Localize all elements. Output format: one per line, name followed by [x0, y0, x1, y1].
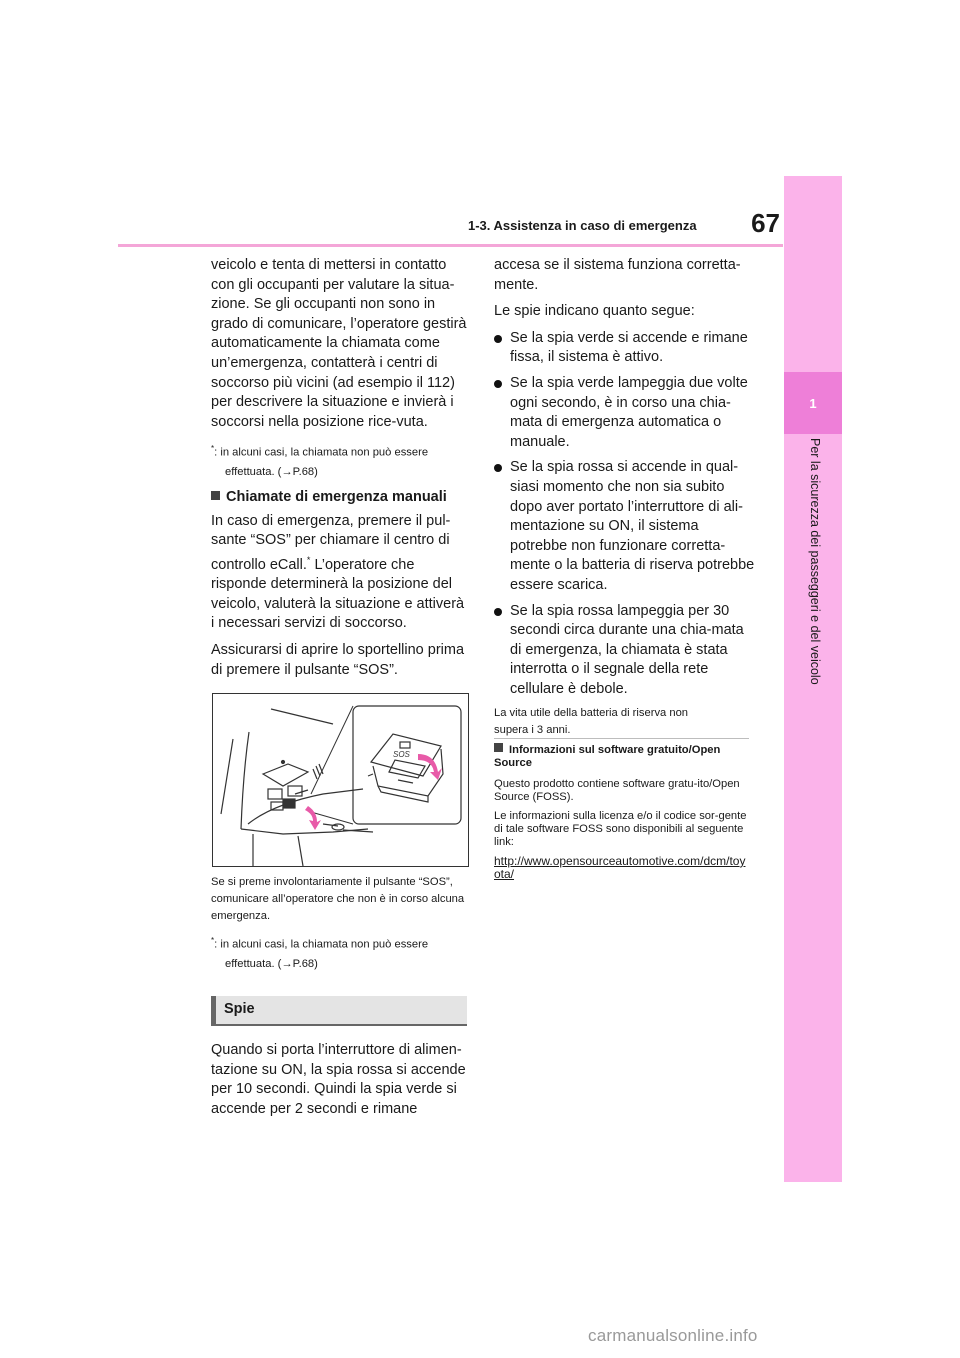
overhead-console-illustration [213, 694, 468, 866]
foss-link[interactable]: http://www.opensourceautomotive.com/dcm/toyota/ [494, 853, 746, 882]
figure-caption: Se si preme involontariamente il pulsante “SOS”, comunicare all’operatore che non è in corso alcuna emergenza. [211, 876, 465, 922]
spie-section [211, 1041, 471, 1126]
header-rule [118, 244, 783, 247]
spie-heading-box [211, 996, 467, 1026]
heading-accent-bar [211, 996, 216, 1024]
info-heading: Informazioni sul software gratuito/Open Source [494, 744, 721, 770]
section-title: 1-3. Assistenza in caso di emergenza [468, 218, 697, 233]
manual-paragraph-2: Assicurarsi di aprire lo sportellino prima di premere il pulsante “SOS”. [211, 642, 465, 678]
info-paragraph-2: Le informazioni sulla licenza e/o il codice sor-gente di tale software FOSS sono disponibili al seguente link: [494, 809, 747, 849]
intro-paragraph: veicolo e tenta di mettersi in contatto con gli occupanti per valutare la situa-zione. Se gli occupanti non sono in grado di comunicare, l’operatore gestirà automaticamente la chiamata come un’emergenza, contatterà i centri di soccorso più vicini (ad esempio il 112) per descrivere la situazione e invierà i soccorsi nella posizione rice-vuta. [211, 257, 467, 430]
spie-paragraph: Quando si porta l’interruttore di alimen-tazione su ON, la spia rossa si accende per 10 secondi. Quindi la spia verde si accende per 2 secondi e rimane [211, 1042, 466, 1117]
left-column [211, 256, 471, 687]
list-item: Se la spia rossa lampeggia per 30 secondi circa durante una chia-mata di emergenza, la chiamata è stata interrotta o il segnale della rete cellulare è debole. [494, 602, 756, 700]
watermark: carmanualsonline.info [588, 1326, 758, 1345]
col2-paragraph-1: accesa se il sistema funziona corretta-mente. [494, 257, 741, 293]
bullet-icon [494, 608, 502, 616]
battery-note: La vita utile della batteria di riserva non supera i 3 anni. [494, 707, 689, 737]
footnote-text-cont: effettuata. (→P.68) [225, 957, 318, 970]
sos-label: SOS [393, 750, 410, 759]
chapter-title: Per la sicurezza dei passeggeri e del veicolo [808, 438, 822, 685]
manual-heading: Chiamate di emergenza manuali [211, 488, 471, 508]
bullet-icon [494, 335, 502, 343]
sos-button-figure [212, 693, 469, 867]
bullet-icon [494, 464, 502, 472]
list-item: Se la spia verde si accende e rimane fissa, il sistema è attivo. [494, 329, 756, 368]
spie-heading: Spie [224, 1001, 255, 1017]
square-bullet-icon [211, 491, 220, 500]
footnote-1 [211, 439, 471, 482]
section-divider [494, 738, 749, 739]
footnote-text: : in alcuni casi, la chiamata non può essere [214, 938, 429, 951]
info-paragraph-1: Questo prodotto contiene software gratu-ito/Open Source (FOSS). [494, 777, 740, 804]
footnote-star: * [211, 444, 215, 454]
bullet-icon [494, 380, 502, 388]
footnote-star: * [211, 936, 215, 945]
square-bullet-icon [494, 743, 503, 752]
list-item: Se la spia verde lampeggia due volte ogni secondo, è in corso una chia-mata di emergenza automatica o manuale. [494, 374, 756, 452]
right-column [494, 256, 756, 746]
col2-paragraph-2: Le spie indicano quanto segue: [494, 303, 695, 320]
footnote-text-cont: effettuata. (→P.68) [225, 466, 318, 479]
info-section [494, 743, 752, 887]
caption-block [211, 874, 471, 980]
page-number: 67 [751, 208, 780, 238]
list-item: Se la spia rossa si accende in qual-siasi momento che non sia subito dopo aver portato l’interruttore di ali-mentazione su ON, il sistema potrebbe non funzionare corretta-mente o la batteria di riserva potrebbe essere scarica. [494, 458, 756, 595]
press-arrow-icon [305, 806, 321, 830]
footnote-text: : in alcuni casi, la chiamata non può essere [214, 447, 429, 460]
manual-paragraph: In caso di emergenza, premere il pul-sante “SOS” per chiamare il centro di controllo eCall.* L’operatore che risponde determinerà la posizione del veicolo, valuterà la situazione e attiverà i necessari servizi di soccorso. [211, 512, 465, 632]
chapter-number[interactable]: 1 [784, 372, 842, 434]
footnote-2 [211, 931, 471, 974]
